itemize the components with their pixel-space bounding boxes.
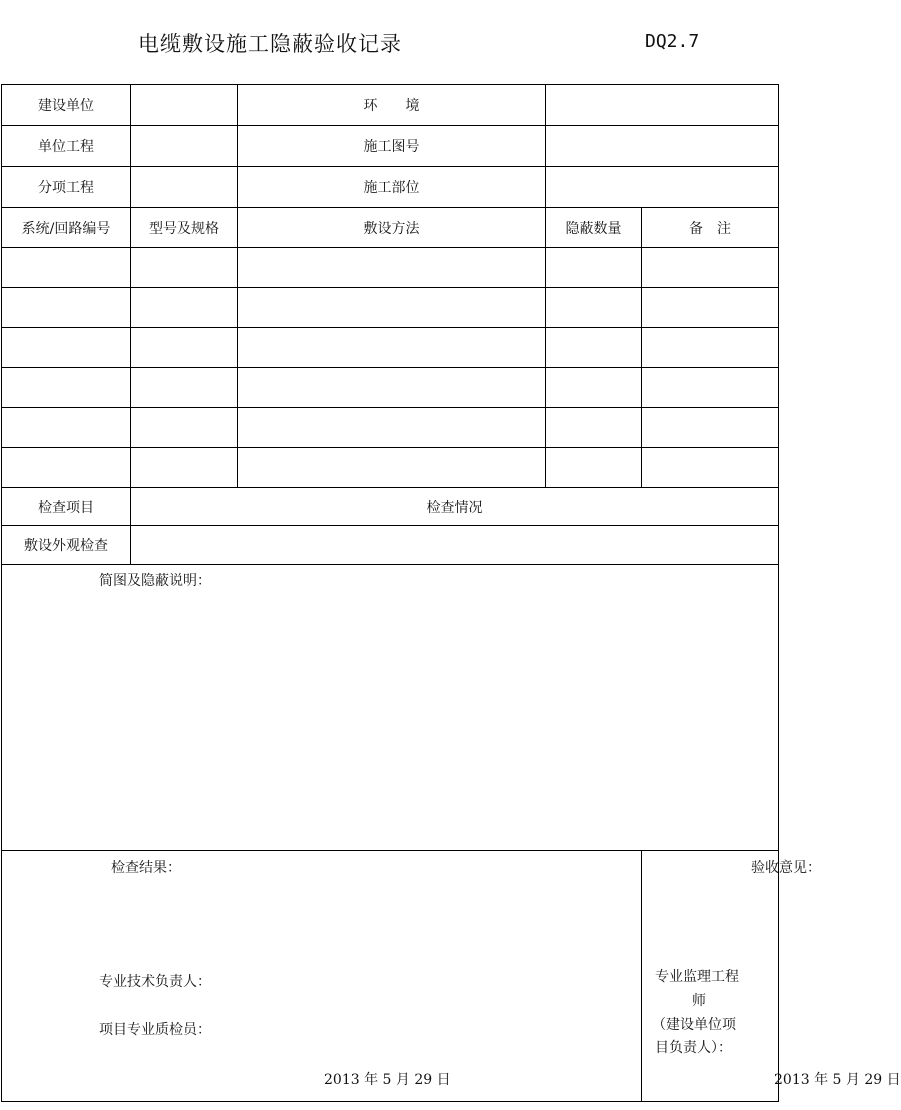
drawing-no-value[interactable] <box>546 126 779 167</box>
table-cell[interactable] <box>2 288 131 328</box>
info-row-3 <box>2 167 779 208</box>
table-cell[interactable] <box>642 368 779 408</box>
environment-label: 环 境 <box>238 85 546 126</box>
col-header-hidden-qty: 隐蔽数量 <box>546 208 642 248</box>
supervisor-label-line2: 师 <box>692 993 706 1009</box>
table-cell[interactable] <box>546 328 642 368</box>
table-cell[interactable] <box>642 328 779 368</box>
table-cell[interactable] <box>238 248 546 288</box>
col-header-remarks: 备 注 <box>642 208 779 248</box>
check-item-label: 检查项目 <box>2 488 131 526</box>
acceptance-form-table <box>1 84 901 1102</box>
sketch-row <box>2 565 779 851</box>
table-cell[interactable] <box>238 328 546 368</box>
table-row <box>2 408 779 448</box>
table-cell[interactable] <box>238 288 546 328</box>
table-cell[interactable] <box>642 248 779 288</box>
table-cell[interactable] <box>546 368 642 408</box>
table-row <box>2 328 779 368</box>
inspection-date: 2013 年 5 月 29 日 <box>324 1072 451 1088</box>
check-status-label: 检查情况 <box>131 488 779 526</box>
col-header-model-spec: 型号及规格 <box>131 208 238 248</box>
table-row <box>2 368 779 408</box>
table-cell[interactable] <box>642 288 779 328</box>
qc-inspector-label: 项目专业质检员： <box>99 1022 211 1038</box>
appearance-check-value[interactable] <box>131 526 779 565</box>
form-code: DQ2.7 <box>645 31 700 52</box>
sketch-area[interactable] <box>2 565 779 851</box>
appearance-check-label: 敷设外观检查 <box>2 526 131 565</box>
location-label: 施工部位 <box>238 167 546 208</box>
table-row <box>2 288 779 328</box>
table-cell[interactable] <box>131 288 238 328</box>
sketch-label: 简图及隐蔽说明： <box>99 573 211 589</box>
table-cell[interactable] <box>642 448 779 488</box>
table-cell[interactable] <box>2 448 131 488</box>
table-cell[interactable] <box>2 408 131 448</box>
table-cell[interactable] <box>546 408 642 448</box>
table-cell[interactable] <box>131 248 238 288</box>
col-header-laying-method: 敷设方法 <box>238 208 546 248</box>
table-cell[interactable] <box>238 448 546 488</box>
table-cell[interactable] <box>2 248 131 288</box>
table-cell[interactable] <box>131 328 238 368</box>
table-cell[interactable] <box>642 408 779 448</box>
table-cell[interactable] <box>131 448 238 488</box>
form-title: 电缆敷设施工隐蔽验收记录 <box>138 32 402 56</box>
table-cell[interactable] <box>131 368 238 408</box>
unit-project-label: 单位工程 <box>2 126 131 167</box>
table-row <box>2 448 779 488</box>
sub-project-label: 分项工程 <box>2 167 131 208</box>
client-rep-label-line2: 目负责人）： <box>655 1040 732 1056</box>
inspection-result-label: 检查结果： <box>111 860 181 876</box>
table-row <box>2 248 779 288</box>
table-cell[interactable] <box>131 408 238 448</box>
sign-row <box>2 851 779 1102</box>
client-rep-label-line1: （建设单位项 <box>652 1017 736 1033</box>
table-cell[interactable] <box>2 368 131 408</box>
table-cell[interactable] <box>546 448 642 488</box>
check-header-row <box>2 488 779 526</box>
column-header-row <box>2 208 779 248</box>
environment-value[interactable] <box>546 85 779 126</box>
table-cell[interactable] <box>546 288 642 328</box>
drawing-no-label: 施工图号 <box>238 126 546 167</box>
sub-project-value[interactable] <box>131 167 238 208</box>
table-cell[interactable] <box>2 328 131 368</box>
unit-project-value[interactable] <box>131 126 238 167</box>
supervisor-label-line1: 专业监理工程 <box>655 969 739 985</box>
info-row-1 <box>2 85 779 126</box>
construction-unit-value[interactable] <box>131 85 238 126</box>
col-header-circuit-no: 系统/回路编号 <box>2 208 131 248</box>
appearance-check-row <box>2 526 779 565</box>
tech-lead-label: 专业技术负责人： <box>99 974 211 990</box>
construction-unit-label: 建设单位 <box>2 85 131 126</box>
location-value[interactable] <box>546 167 779 208</box>
table-cell[interactable] <box>238 408 546 448</box>
inspection-result-area[interactable] <box>2 851 642 1102</box>
acceptance-date: 2013 年 5 月 29 日 <box>774 1072 901 1088</box>
table-cell[interactable] <box>546 248 642 288</box>
info-row-2 <box>2 126 779 167</box>
acceptance-opinion-area[interactable] <box>642 851 901 1102</box>
table-cell[interactable] <box>238 368 546 408</box>
acceptance-label: 验收意见： <box>751 860 821 876</box>
